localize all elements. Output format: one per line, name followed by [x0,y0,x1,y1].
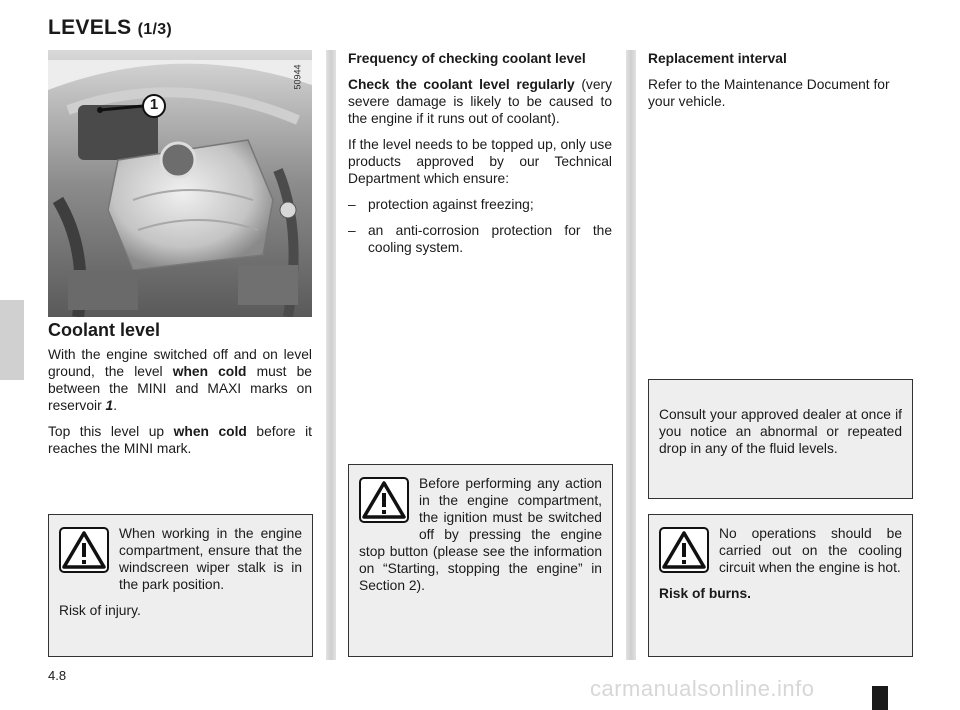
text-run-bold: when cold [172,364,247,379]
coolant-level-text [48,346,312,466]
text-run: With the engine switched off and on level ground, the level [48,347,312,379]
text-run-bold: when cold [173,424,247,439]
watermark: carmanualsonline.info [590,676,815,701]
text-run: before it reaches the MINI mark. [48,424,312,456]
engine-bay-illustration [48,50,312,317]
frequency-paragraph-1 [348,76,612,127]
warning-triangle-icon [659,527,709,573]
column-divider [626,50,636,660]
replacement-section [648,50,912,119]
replacement-heading: Replacement interval [648,51,787,66]
coolant-paragraph-1 [48,346,312,414]
list-dash: – [348,223,356,238]
engine-bay-photo [48,50,312,317]
text-run: (very severe damage is likely to be caused to the engine if it runs out of coolant). [348,77,612,126]
text-run: Top this level up [48,424,174,439]
frequency-paragraph-2: If the level needs to be topped up, only use products approved by our Technical Department which ensure: [348,137,612,186]
burns-warning-text: No operations should be carried out on the cooling circuit when the engine is hot. [719,526,902,575]
coolant-paragraph-2 [48,423,312,457]
page-title-suffix: (1/3) [137,21,173,38]
dealer-note-box [648,379,913,499]
list-dash: – [348,197,356,212]
figure-reference-code: 50944 [292,64,303,90]
ignition-warning-text: Before performing any action in the engine compartment, the ignition must be switched off by pressing the engine stop button (please see the information on “Starting, stopping the engine” in Section 2). [359,476,602,593]
section-tab [0,300,24,380]
wiper-warning-risk: Risk of injury. [59,603,141,618]
list-item [348,222,612,256]
text-run: must be between the MINI and MAXI marks on reservoir [48,364,312,413]
text-run-bold: Check the coolant level regularly [348,77,575,92]
reservoir-ref: 1 [105,398,114,413]
ignition-warning-box [348,464,613,657]
page-title [48,16,172,40]
burns-warning-risk: Risk of burns. [659,586,751,601]
coolant-level-heading: Coolant level [48,320,161,340]
text-run: . [113,398,118,413]
column-divider [326,50,336,660]
page-corner-mark [872,686,888,710]
burns-warning-box [648,514,913,657]
replacement-text: Refer to the Maintenance Document for your vehicle. [648,77,890,109]
wiper-warning-box [48,514,313,657]
list-item-text: an anti-corrosion protection for the cooling system. [368,223,612,255]
list-item [348,196,612,213]
frequency-heading: Frequency of checking coolant level [348,51,586,66]
list-item-text: protection against freezing; [368,197,534,212]
dealer-note-text: Consult your approved dealer at once if you notice an abnormal or repeated drop in any of the fluid levels. [659,407,902,456]
figure-callout-label: 1 [149,96,159,113]
page-title-text: LEVELS [48,16,132,39]
frequency-section [348,50,612,265]
warning-triangle-icon [359,477,409,523]
warning-triangle-icon [59,527,109,573]
page-number: 4.8 [48,668,67,683]
wiper-warning-text: When working in the engine compartment, ensure that the windscreen wiper stalk is in the park position. [119,526,302,592]
